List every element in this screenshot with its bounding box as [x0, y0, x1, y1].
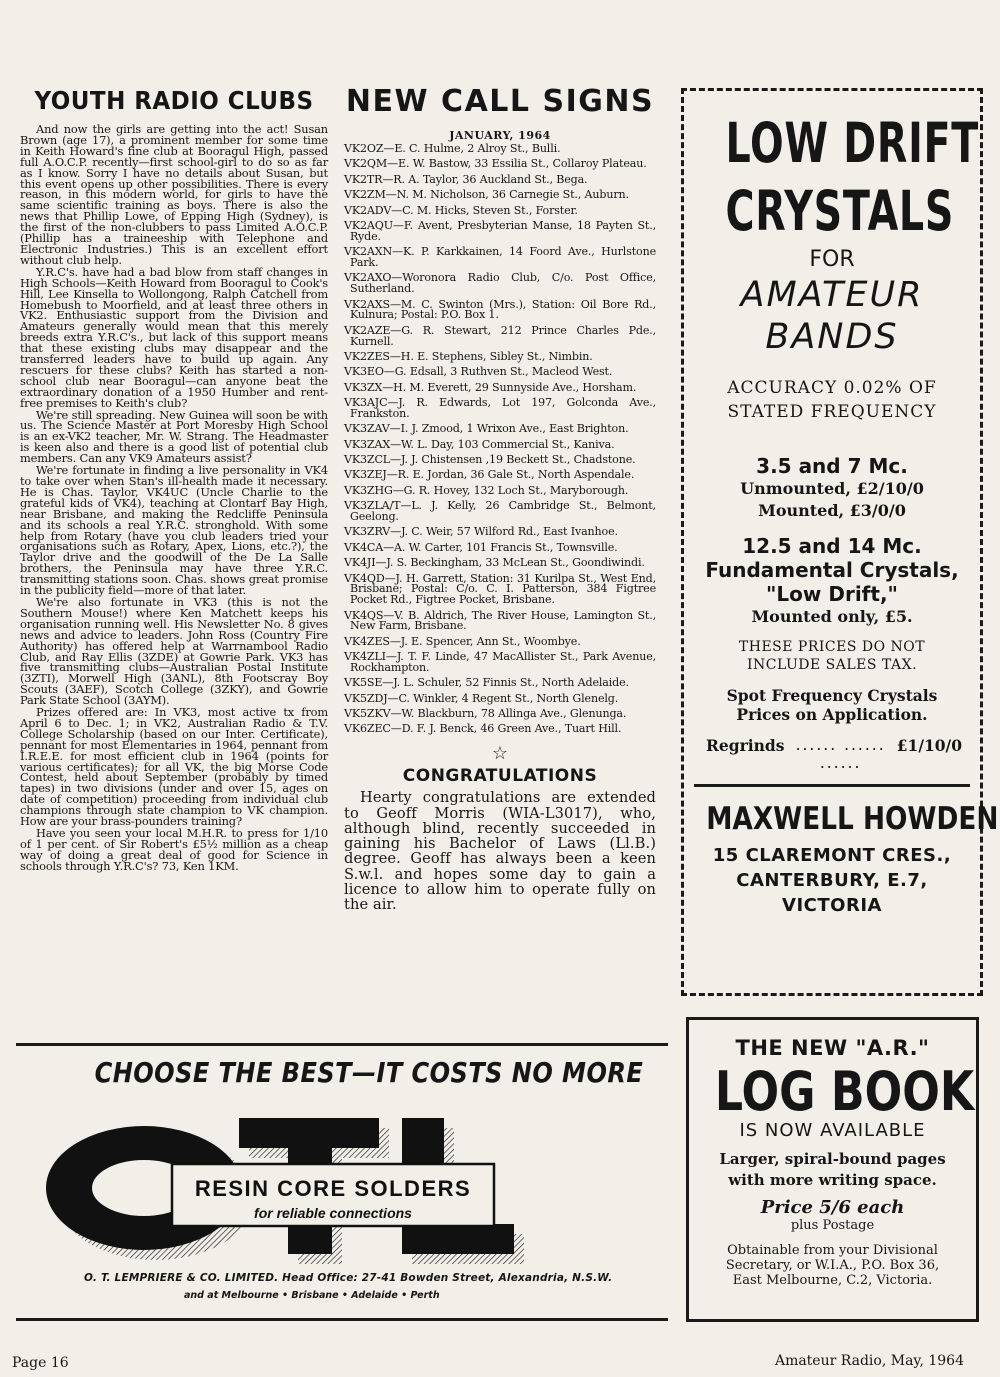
otl-logo-icon — [44, 1106, 544, 1271]
paragraph: And now the girls are getting into the act! Susan Brown (age 17), a prominent member for some time in Keith Howard's fine club at Booragul High, passed full A.O.C.P. recently—first school-girl to do so as far as I know. Sorry I have no details about Susan, but this event opens up other possibilities. There is every reason, in this modern world, for girls to have the same scientific training as boys. There is also the news that Phillip Lowe, of Epping High (Sydney), is the first of the non-clubbers to pass Limited A.O.C.P. (Phillip has a traineeship with Telephone and Electronic Industries.) This is an excellent effort without club help. — [20, 122, 328, 267]
product-tagline: for reliable connections — [254, 1205, 412, 1221]
paragraph: Have you seen your local M.H.R. to press for 1/10 of 1 per cent. of Sir Robert's £5½ million as a cheap way of doing a great deal of good for Science in schools through Y.R.C's? 73, Ken 1KM. — [20, 826, 328, 873]
call-sign-entry: VK5ZKV—W. Blackburn, 78 Allinga Ave., Glenunga. — [344, 707, 627, 721]
address-line: 15 CLAREMONT CRES., — [712, 845, 952, 866]
crystals-advert — [681, 88, 999, 996]
congratulations-heading: CONGRATULATIONS — [402, 766, 598, 787]
call-sign-entry: VK4JI—J. S. Beckingham, 33 McLean St., Goondiwindi. — [344, 556, 645, 570]
article-title: YOUTH RADIO CLUBS — [34, 86, 314, 115]
article-title: NEW CALL SIGNS — [345, 84, 655, 119]
ad-text: Fundamental Crystals, — [705, 558, 959, 582]
ad-text: AMATEUR — [740, 275, 924, 315]
ad-text: Spot Frequency Crystals — [726, 686, 938, 705]
call-sign-entry: VK5SE—J. L. Schuler, 52 Finnis St., North Adelaide. — [344, 676, 629, 690]
call-sign-entry: VK3ZCL—J. J. Chistensen ,19 Beckett St., Chadstone. — [344, 453, 636, 467]
ad-text: "Low Drift," — [766, 582, 898, 606]
call-sign-entry: VK2ADV—C. M. Hicks, Steven St., Forster. — [344, 203, 578, 217]
divider — [694, 784, 970, 787]
call-sign-entry: VK2OZ—E. C. Hulme, 2 Alroy St., Bulli. — [344, 142, 561, 155]
ad-headline: LOG BOOK — [714, 1060, 975, 1123]
paragraph: Y.R.C's. have had a bad blow from staff changes in High Schools—Keith Howard from Booragul to Cook's Hill, Lee Kinsella to Wollongong, Ralph Catchell from Homebush to Moorfield, and at least three others in VK2. Enthusiastic support from the Division and Amateurs generally would mean that this merely breeds extra Y.R.C's., but lack of this support means that these existing clubs may disappear and the transferred leaders have to build up again. Any rescuers for these clubs? Keith has started a non-school club near Booragul—can anyone beat the extraordinary donation of a 1950 Humber and rent-free premises to Keith's club? — [20, 264, 328, 410]
new-call-signs-article — [344, 84, 656, 913]
ad-text: INCLUDE SALES TAX. — [746, 657, 918, 673]
youth-radio-clubs-article — [20, 86, 328, 873]
ad-text: Prices on Application. — [736, 705, 928, 724]
address-line: VICTORIA — [782, 895, 882, 916]
call-sign-entry: VK2TR—R. A. Taylor, 36 Auckland St., Bega. — [344, 172, 588, 186]
regrinds-price: £1/10/0 — [896, 736, 962, 755]
paragraph: We're also fortunate in VK3 (this is not the Southern Mouse!) where Ken Matchett keeps his organisation running well. His Newsletter No. 8 gives news and advice to leaders. John Ross (Country Fire Authority) has offered help at Warrnambool Radio Club, and Ray Ellis (3ZDE) at Gowrie Park. VK3 has five transmitting clubs—Australian Postal Institute (3ZTI), Morwell High (3ANL), 8th Footscray Boy Scouts (3AEF), Scotch College (3ZKY), and Gowrie Park State School (3AYM). — [20, 594, 328, 708]
ad-text: Larger, spiral-bound pages — [719, 1150, 946, 1168]
call-sign-entry: VK3ZAX—W. L. Day, 103 Commercial St., Kaniva. — [344, 437, 615, 451]
company-line: O. T. LEMPRIERE & CO. LIMITED. Head Office: 27-41 Bowden Street, Alexandria, N.S.W. — [84, 1272, 613, 1284]
congratulations-text: Hearty congratulations are extended to Geoff Morris (WIA-L3017), who, although blind, recently succeeded in gaining his Bachelor of Laws (Ll.B.) degree. Geoff has always been a keen S.w.l. and hopes some day to gain a licence to allow him to operate fully on the air. — [344, 789, 656, 914]
call-sign-entry: VK4ZES—J. E. Spencer, Ann St., Woombye. — [344, 634, 581, 648]
call-sign-entry: VK2ZM—N. M. Nicholson, 36 Carnegie St., Auburn. — [344, 188, 629, 202]
regrinds-row — [706, 736, 962, 772]
address-line: CANTERBURY, E.7, — [736, 870, 928, 891]
call-sign-entry: VK2AXN—K. P. Karkkainen, 14 Foord Ave., Hurlstone Park. — [344, 245, 656, 269]
issue-line: Amateur Radio, May, 1964 — [774, 1353, 964, 1369]
price-text: Mounted only, £5. — [751, 607, 913, 626]
ad-text: 12.5 and 14 Mc. — [742, 534, 922, 558]
ad-text: Secretary, or W.I.A., P.O. Box 36, — [725, 1258, 940, 1273]
leader-dots: ...... ...... ...... — [795, 736, 886, 772]
ad-text: THE NEW "A.R." — [735, 1036, 930, 1060]
ad-text: Obtainable from your Divisional — [727, 1243, 938, 1258]
price-text: Unmounted, £2/10/0 — [740, 479, 924, 498]
ad-text: with more writing space. — [728, 1171, 937, 1189]
ad-text: THESE PRICES DO NOT — [738, 639, 926, 655]
price-text: Mounted, £3/0/0 — [758, 501, 906, 520]
call-sign-entry: VK2AXO—Woronora Radio Club, C/o. Post Office, Sutherland. — [344, 271, 656, 296]
call-sign-entry: VK3ZEJ—R. E. Jordan, 36 Gale St., North Aspendale. — [344, 468, 635, 482]
ad-headline: LOW DRIFT — [725, 111, 980, 175]
cities-line: and at Melbourne • Brisbane • Adelaide • Perth — [184, 1290, 440, 1301]
call-sign-list — [344, 144, 656, 735]
call-sign-entry: VK3ZX—H. M. Everett, 29 Sunnyside Ave., Horsham. — [344, 380, 637, 394]
product-name: RESIN CORE SOLDERS — [194, 1176, 472, 1201]
call-sign-entry: VK4QS—V. B. Aldrich, The River House, Lamington St., New Farm, Brisbane. — [344, 608, 656, 633]
call-sign-entry: VK3ZLA/T—L. J. Kelly, 26 Cambridge St., Belmont, Geelong. — [344, 499, 656, 523]
divider — [16, 1043, 668, 1046]
call-sign-entry: VK3ZAV—I. J. Zmood, 1 Wrixon Ave., East Brighton. — [344, 422, 629, 436]
call-sign-entry: VK3ZRV—J. C. Weir, 57 Wilford Rd., East Ivanhoe. — [344, 525, 618, 539]
log-book-advert — [686, 1017, 979, 1322]
call-sign-entry: VK4QD—J. H. Garrett, Station: 31 Kurilpa St., West End, Brisbane; Postal: C/o. C. I. Patterson, 384 Figtree Pocket Rd., Figtree Pocket, Brisbane. — [344, 571, 656, 607]
call-sign-entry: VK2AXS—M. C. Swinton (Mrs.), Station: Oil Bore Rd., Kulnura; Postal: P.O. Box 1. — [344, 297, 656, 322]
regrinds-label: Regrinds — [706, 736, 785, 755]
paragraph: We're fortunate in finding a live personality in VK4 to take over when Stan's ill-health made it necessary. He is Chas. Taylor, VK4UC (Uncle Charlie to the grateful kids of VK4), teaching at Clontarf Bay High, near Brisbane, and making the Redcliffe Peninsula and its schools a real Y.R.C. stronghold. With some help from Rotary (have you club leaders tried your organisations such as Rotary, Apex, Lions, etc.?), the Taylor drive and the goodwill of the De La Salle brothers, the Peninsula may have three Y.R.C. transmitting stations soon. Chas. shows great promise in the publicity field—more of that later. — [20, 463, 328, 598]
divider — [16, 1318, 668, 1321]
ad-text: BANDS — [765, 317, 899, 357]
otl-solder-advert — [14, 1040, 668, 1340]
month-heading: JANUARY, 1964 — [449, 129, 551, 142]
ad-text: plus Postage — [790, 1218, 875, 1233]
call-sign-entry: VK4ZLI—J. T. F. Linde, 47 MacAllister St., Park Avenue, Rockhampton. — [344, 650, 656, 674]
call-sign-entry: VK3ZHG—G. R. Hovey, 132 Loch St., Maryborough. — [344, 483, 629, 497]
page-number: Page 16 — [12, 1355, 69, 1371]
star-icon: ☆ — [491, 743, 509, 765]
ad-text: IS NOW AVAILABLE — [739, 1120, 926, 1141]
call-sign-entry: VK2ZES—H. E. Stephens, Sibley St., Nimbin. — [344, 349, 593, 363]
paragraph: Prizes offered are: In VK3, most active tx from April 6 to Dec. 1; in VK2, Australian Radio & T.V. College Scholarship (based on our Inter. Certificate), pennant for most Elementaries in 1964, pennant from I.R.E.E. for most efficient club in 1964 (points for various certificates); for all VK, the big Morse Code Contest, held about September (probably by timed tapes) in two divisions (under and over 15, ages on date of competition) proceeding from individual club champions through state champion to VK champion. How are your brass-pounders training? — [20, 705, 328, 829]
call-sign-entry: VK3EO—G. Edsall, 3 Ruthven St., Macleod West. — [344, 365, 613, 379]
call-sign-entry: VK2QM—E. W. Bastow, 33 Essilia St., Collaroy Plateau. — [344, 157, 647, 171]
call-sign-entry: VK2AZE—G. R. Stewart, 212 Prince Charles Pde., Kurnell. — [344, 323, 656, 348]
ad-text: ACCURACY 0.02% OF — [727, 378, 937, 398]
call-sign-entry: VK3AJC—J. R. Edwards, Lot 197, Golconda Ave., Frankston. — [344, 396, 656, 420]
ad-slogan: CHOOSE THE BEST—IT COSTS NO MORE — [94, 1056, 644, 1089]
ad-text: FOR — [809, 247, 855, 272]
price-text: Price 5/6 each — [760, 1197, 905, 1218]
ad-text: STATED FREQUENCY — [727, 402, 937, 422]
ad-text: East Melbourne, C.2, Victoria. — [732, 1273, 933, 1288]
call-sign-entry: VK5ZDJ—C. Winkler, 4 Regent St., North Glenelg. — [344, 691, 619, 705]
ad-text: 3.5 and 7 Mc. — [756, 454, 908, 478]
call-sign-entry: VK6ZEC—D. F. J. Benck, 46 Green Ave., Tuart Hill. — [344, 722, 622, 736]
paragraph: We're still spreading. New Guinea will soon be with us. The Science Master at Port Moresby High School is an ex-VK2 teacher, Mr. W. Strang. The Headmaster is keen also and there is a good list of potential club members. Can any VK9 Amateurs assist? — [20, 407, 328, 466]
ad-headline: CRYSTALS — [725, 179, 955, 243]
advertiser-name: MAXWELL HOWDEN — [706, 801, 999, 837]
call-sign-entry: VK2AQU—F. Avent, Presbyterian Manse, 18 Payten St., Ryde. — [344, 218, 656, 243]
call-sign-entry: VK4CA—A. W. Carter, 101 Francis St., Townsville. — [344, 540, 618, 554]
